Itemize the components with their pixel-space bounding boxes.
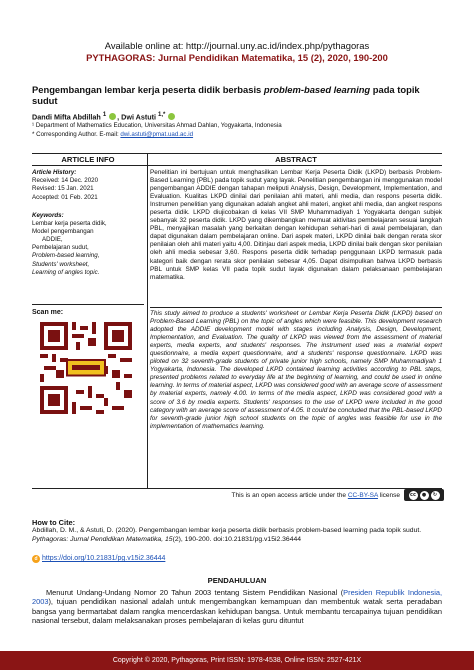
article-title: Pengembangan lembar kerja peserta didik berbasis problem-based learning pada topik sudut [32, 84, 420, 106]
sa-icon: ↻ [431, 491, 440, 500]
doi-line [32, 555, 165, 563]
abstract-english: This study aimed to produce a students' worksheet or Lembar Kerja Peserta Didik (LKPD) based on Problem-Based Learning (PBL) on the topic of angles which were feasible. This development research adopted the ADDIE development model with stages including Analysis, Design, Development, Implementation, and Evaluation. The quality of LKPD was viewed from the assessment of material experts, media experts, and students' responses. The instrument used was a material expert questionnaire, a media expert questionnaire, and a students' response questionnaire. LKPD was piloted on 32 seventh-grade students of private junior high schools, namely SMP Muhammadiyah 1 Yogyakarta, Indonesia. The developed LKPD contained learning activities according to PBL steps, presented problems related to everyday life at the beginning of learning, and could be used in online learning. In terms of material aspect, LKPD was considered good with an average score of assessment by material experts, namely 4.00. In terms of the media aspect, LKPD was considered good with a score of 3.6 by media experts. Students' responses to the use of LKPD were included in the good category with an average score of assessment of 4.05. It could be concluded that the PBL-based LKPD for seventh-grade junior high school students on the topic of angles was feasible for use in the implementation of mathematics learning. [150, 310, 443, 430]
qr-code-icon[interactable] [40, 322, 132, 414]
journal-citation-line: PYTHAGORAS: Jurnal Pendidikan Matematika, 15 (2), 2020, 190-200 [86, 52, 388, 63]
corresponding-author: * Corresponding Author. E-mail: dwi.astuti@pmat.uad.ac.id [32, 131, 194, 138]
by-icon: ● [420, 491, 429, 500]
keyword: Students' worksheet, [32, 260, 90, 268]
keyword: ADDIE, [42, 236, 63, 244]
column-divider [147, 153, 148, 488]
scan-label: Scan me: [32, 309, 64, 316]
journal-url-line: Available online at: http://journal.uny.ac.id/index.php/pythagoras [104, 40, 370, 51]
doi-icon: d [32, 555, 40, 563]
article-history [32, 169, 144, 202]
keywords [32, 212, 144, 277]
cc-license-badge[interactable] [404, 489, 444, 501]
table-top-rule [32, 153, 442, 154]
orcid-icon[interactable] [168, 113, 175, 120]
abstract-heading: ABSTRACT [275, 155, 317, 164]
author-name: Dwi Astuti [121, 112, 157, 122]
table-header-rule [32, 165, 442, 166]
orcid-icon[interactable] [109, 113, 116, 120]
keyword: Pembelajaran sudut, [32, 244, 89, 252]
reference-link[interactable]: Presiden Republik Indonesia, 2003 [32, 588, 442, 607]
doi-link[interactable]: https://doi.org/10.21831/pg.v15i2.36444 [42, 555, 166, 562]
license-link[interactable]: CC-BY-SA [347, 492, 378, 499]
affiliation-mark: 1,* [158, 112, 166, 118]
keywords-label: Keywords: [32, 212, 64, 219]
email-link[interactable]: dwi.astuti@pmat.uad.ac.id [120, 131, 194, 138]
qr-code-graphic [40, 322, 132, 414]
keyword: Lembar kerja peserta didik, [32, 220, 107, 228]
keyword: Problem-based learning, [32, 252, 100, 260]
abstract-separator [150, 307, 442, 308]
received-date: Received: 14 Dec. 2020 [32, 177, 99, 185]
affiliation-mark: 1 [102, 112, 107, 118]
history-label: Article History: [32, 169, 77, 176]
citation-heading: How to Cite: [32, 518, 76, 527]
info-separator [32, 304, 144, 305]
author-list: Dandi Mifta Abdillah $^1$ , Dwi Astuti $^{1,*}$ [32, 112, 176, 121]
copyright-footer: Copyright © 2020, Pythagoras, Print ISSN: 1978-4538, Online ISSN: 2527-421X [0, 651, 474, 670]
article-info-heading: ARTICLE INFO [61, 155, 115, 164]
citation-text: Abdillah, D. M., & Astuti, D. (2020). Pengembangan lembar kerja peserta didik berbasis problem-based learning pada topik sudut. Pythagoras: Jurnal Pendidikan Matematika, 15(2), 190-200. doi:10.21831/pg.v15i2.36444 [32, 527, 422, 543]
abstract-indonesian: Penelitian ini bertujuan untuk menghasilkan Lembar Kerja Peserta Didik (LKPD) berbasis Problem-Based Learning (PBL) pada topik sudut yang layak. Penelitian pengembangan ini menggunakan model pengembangan ADDIE dengan tahapan meliputi Analysis, Design, Development, Implementation, and Evaluation. Kualitas LKPD dinilai dari penilaian ahli materi, ahli media, dan respons peserta didik. Instrumen penelitian yang digunakan adalah angket ahli materi, angket ahli media, dan angket respons peserta didik. LKPD diujicobakan di kelas VII SMP Muhammadiyah 1 Yogyakarta dengan subjek sebanyak 32 peserta didik. LKPD yang dikembangkan memuat aktivitas pembelajaran sesuai langkah PBL, menyajikan masalah yang berkaitan dengan kehidupan sehari-hari di awal pembelajaran, dan dapat digunakan dalam pembelajaran online. Dari aspek materi, LKPD dinilai baik dengan rerata skor penilaian oleh ahli materi yaitu 4,00. Ditinjau dari aspek media, LKPD dinilai baik dengan skor penilaian oleh ahli media sebesar 3,60. Respons peserta didik terhadap penggunaan LKPD termasuk pada kategori baik dengan rerata skor penilaian sebesar 4,05. Dapat disimpulkan bahwa LKPD berbasis PBL untuk SMP kelas VII pada topik sudut layak digunakan dalam pelaksanaan pembelajaran matematika. [150, 169, 442, 281]
license-notice: This is an open access article under the CC-BY-SA license [231, 492, 400, 499]
accepted-date: Accepted: 01 Feb. 2021 [32, 193, 98, 201]
cc-icon: cc [410, 491, 416, 498]
author-name: Dandi Mifta Abdillah [32, 112, 101, 122]
keyword: Model pengembangan [32, 228, 94, 236]
section-heading: PENDAHULUAN [207, 576, 267, 585]
table-bottom-rule [32, 488, 442, 489]
keyword: Learning of angles topic. [32, 268, 100, 276]
body-paragraph: Menurut Undang-Undang Nomor 20 Tahun 2003 tentang Sistem Pendidikan Nasional (Presiden Republik Indonesia, 2003), tujuan pendidikan nasional adalah untuk mengembangkan kemampuan dan membentuk watak serta peradaban bangsa yang bermartabat dalam rangka mencerdaskan kehidupan bangsa. Untuk membantu tercapainya tujuan pendidikan nasional tersebut, dalam melaksanakan proses pembelajaran di kelas guru dituntut [32, 588, 442, 625]
affiliation: ¹ Department of Mathematics Education, Universitas Ahmad Dahlan, Yogyakarta, Indonesia [32, 122, 282, 129]
revised-date: Revised: 15 Jan. 2021 [32, 185, 94, 193]
